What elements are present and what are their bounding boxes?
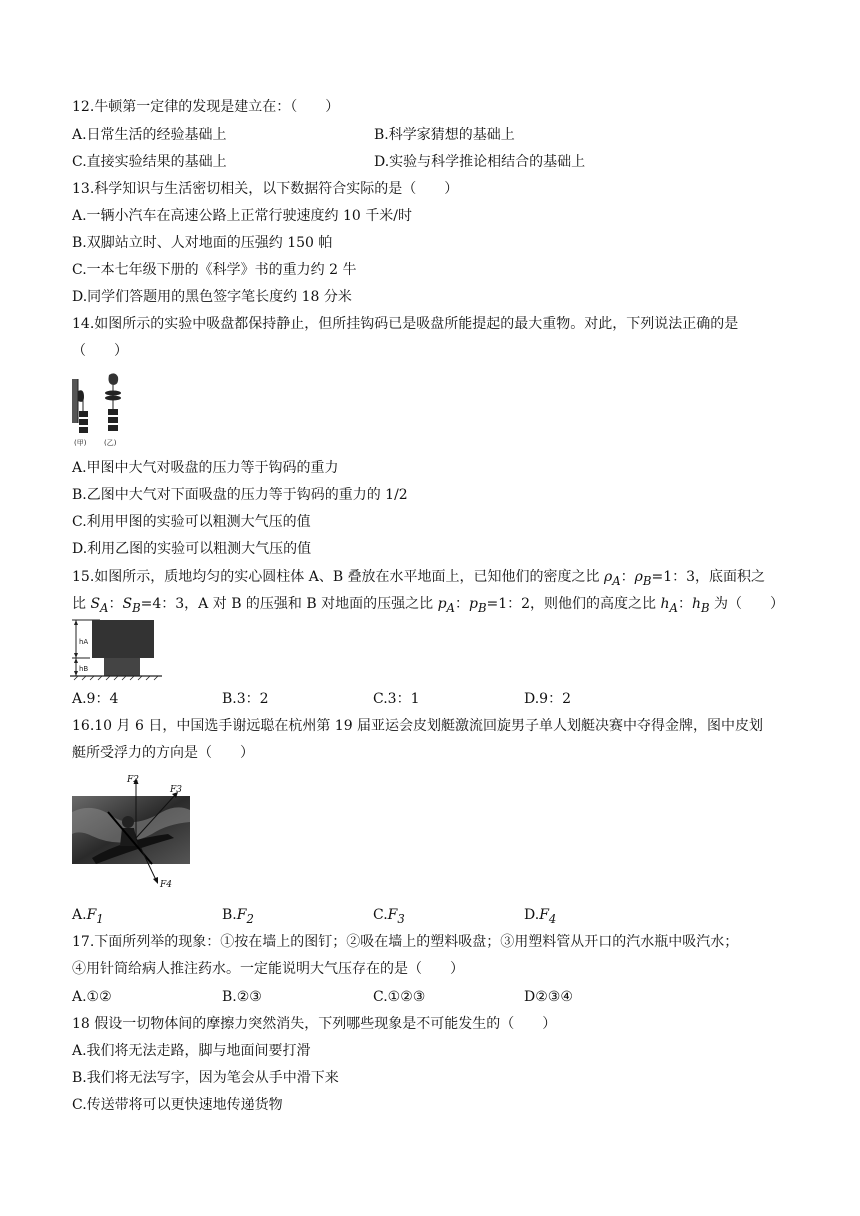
q16-stem: 16.10 月 6 日，中国选手谢远聪在杭州第 19 届亚运会皮划艇激流回旋男子单人划艇决赛中夺得金牌，图中皮划 <box>72 718 764 734</box>
q15-stem-cont: 比 $S_A$：$S_B=4$：3，A 对 B 的压强和 B 对地面的压强之比 $p_A$：$p_B=1$：2，则他们的高度之比 $h_A$：$h_B$ 为（ ） <box>72 596 785 615</box>
q15-cylinders-figure <box>70 618 162 684</box>
q13-option-c: C.一本七年级下册的《科学》书的重力约 2 牛 <box>72 262 357 278</box>
q17-option-b: B.②③ <box>222 989 262 1005</box>
q18-stem: 18 假设一切物体间的摩擦力突然消失，下列哪些现象是不可能发生的（ ） <box>72 1016 557 1032</box>
q17-option-d: D②③④ <box>524 989 573 1005</box>
q16-fig-f2: F2 <box>127 775 139 785</box>
q13-option-a: A.一辆小汽车在高速公路上正常行驶速度约 10 千米/时 <box>72 208 412 224</box>
q15-option-c: C.3：1 <box>373 691 420 707</box>
q13-option-d: D.同学们答题用的黑色签字笔长度约 18 分米 <box>72 289 352 305</box>
q12-option-c: C.直接实验结果的基础上 <box>72 154 227 170</box>
q15-option-a: A.9：4 <box>72 691 119 707</box>
q14-stem-cont: （ ） <box>72 343 128 359</box>
q16-option-b: $B.F_2$ <box>222 907 254 926</box>
q14-fig-label-b: (乙) <box>104 439 117 447</box>
q15-option-d: D.9：2 <box>524 691 571 707</box>
q13-stem: 13.科学知识与生活密切相关，以下数据符合实际的是（ ） <box>72 181 459 197</box>
q12-option-b: B.科学家猜想的基础上 <box>374 127 515 143</box>
q17-option-c: C.①②③ <box>373 989 426 1005</box>
q17-stem-cont: ④用针筒给病人推注药水。一定能说明大气压存在的是（ ） <box>72 961 464 977</box>
q18-option-c: C.传送带将可以更快速地传递货物 <box>72 1097 283 1113</box>
q16-option-a: $A.F_1$ <box>72 907 104 926</box>
q15-option-b: B.3：2 <box>222 691 269 707</box>
q14-stem: 14.如图所示的实验中吸盘都保持静止，但所挂钩码已是吸盘所能提起的最大重物。对此，下列说法正确的是 <box>72 316 739 332</box>
q16-stem-cont: 艇所受浮力的方向是（ ） <box>72 745 254 761</box>
q17-option-a: A.①② <box>72 989 112 1005</box>
q14-fig-label-a: (甲) <box>74 439 87 447</box>
q18-option-b: B.我们将无法写字，因为笔会从手中滑下来 <box>72 1070 339 1086</box>
q12-option-d: D.实验与科学推论相结合的基础上 <box>374 154 586 170</box>
q14-option-d: D.利用乙图的实验可以粗测大气压的值 <box>72 541 312 557</box>
q16-fig-f3: F3 <box>170 785 182 795</box>
q18-option-a: A.我们将无法走路，脚与地面间要打滑 <box>72 1043 311 1059</box>
q12-stem: 12.牛顿第一定律的发现是建立在：（ ） <box>72 99 340 115</box>
q15-stem: 15.如图所示，质地均匀的实心圆柱体 A、B 叠放在水平地面上，已知他们的密度之比 $\rho_A$：$\rho_B=1$：3，底面积之 <box>72 569 766 588</box>
q14-option-c: C.利用甲图的实验可以粗测大气压的值 <box>72 514 311 530</box>
q16-fig-f4: F4 <box>160 880 172 890</box>
q14-option-a: A.甲图中大气对吸盘的压力等于钩码的重力 <box>72 460 339 476</box>
q14-option-b: B.乙图中大气对下面吸盘的压力等于钩码的重力的 1/2 <box>72 487 408 503</box>
q17-stem: 17.下面所列举的现象：①按在墙上的图钉；②吸在墙上的塑料吸盘；③用塑料管从开口的汽水瓶中吸汽水； <box>72 934 739 950</box>
q16-option-d: $D.F_4$ <box>524 907 557 926</box>
q16-option-c: $C.F_3$ <box>373 907 405 926</box>
q16-canoe-photo <box>72 772 192 890</box>
q15-fig-hb: hB <box>79 665 89 673</box>
q15-fig-ha: hA <box>79 638 89 646</box>
q12-option-a: A.日常生活的经验基础上 <box>72 127 227 143</box>
q13-option-b: B.双脚站立时、人对地面的压强约 150 帕 <box>72 235 333 251</box>
q14-suction-cup-figure <box>72 371 128 449</box>
